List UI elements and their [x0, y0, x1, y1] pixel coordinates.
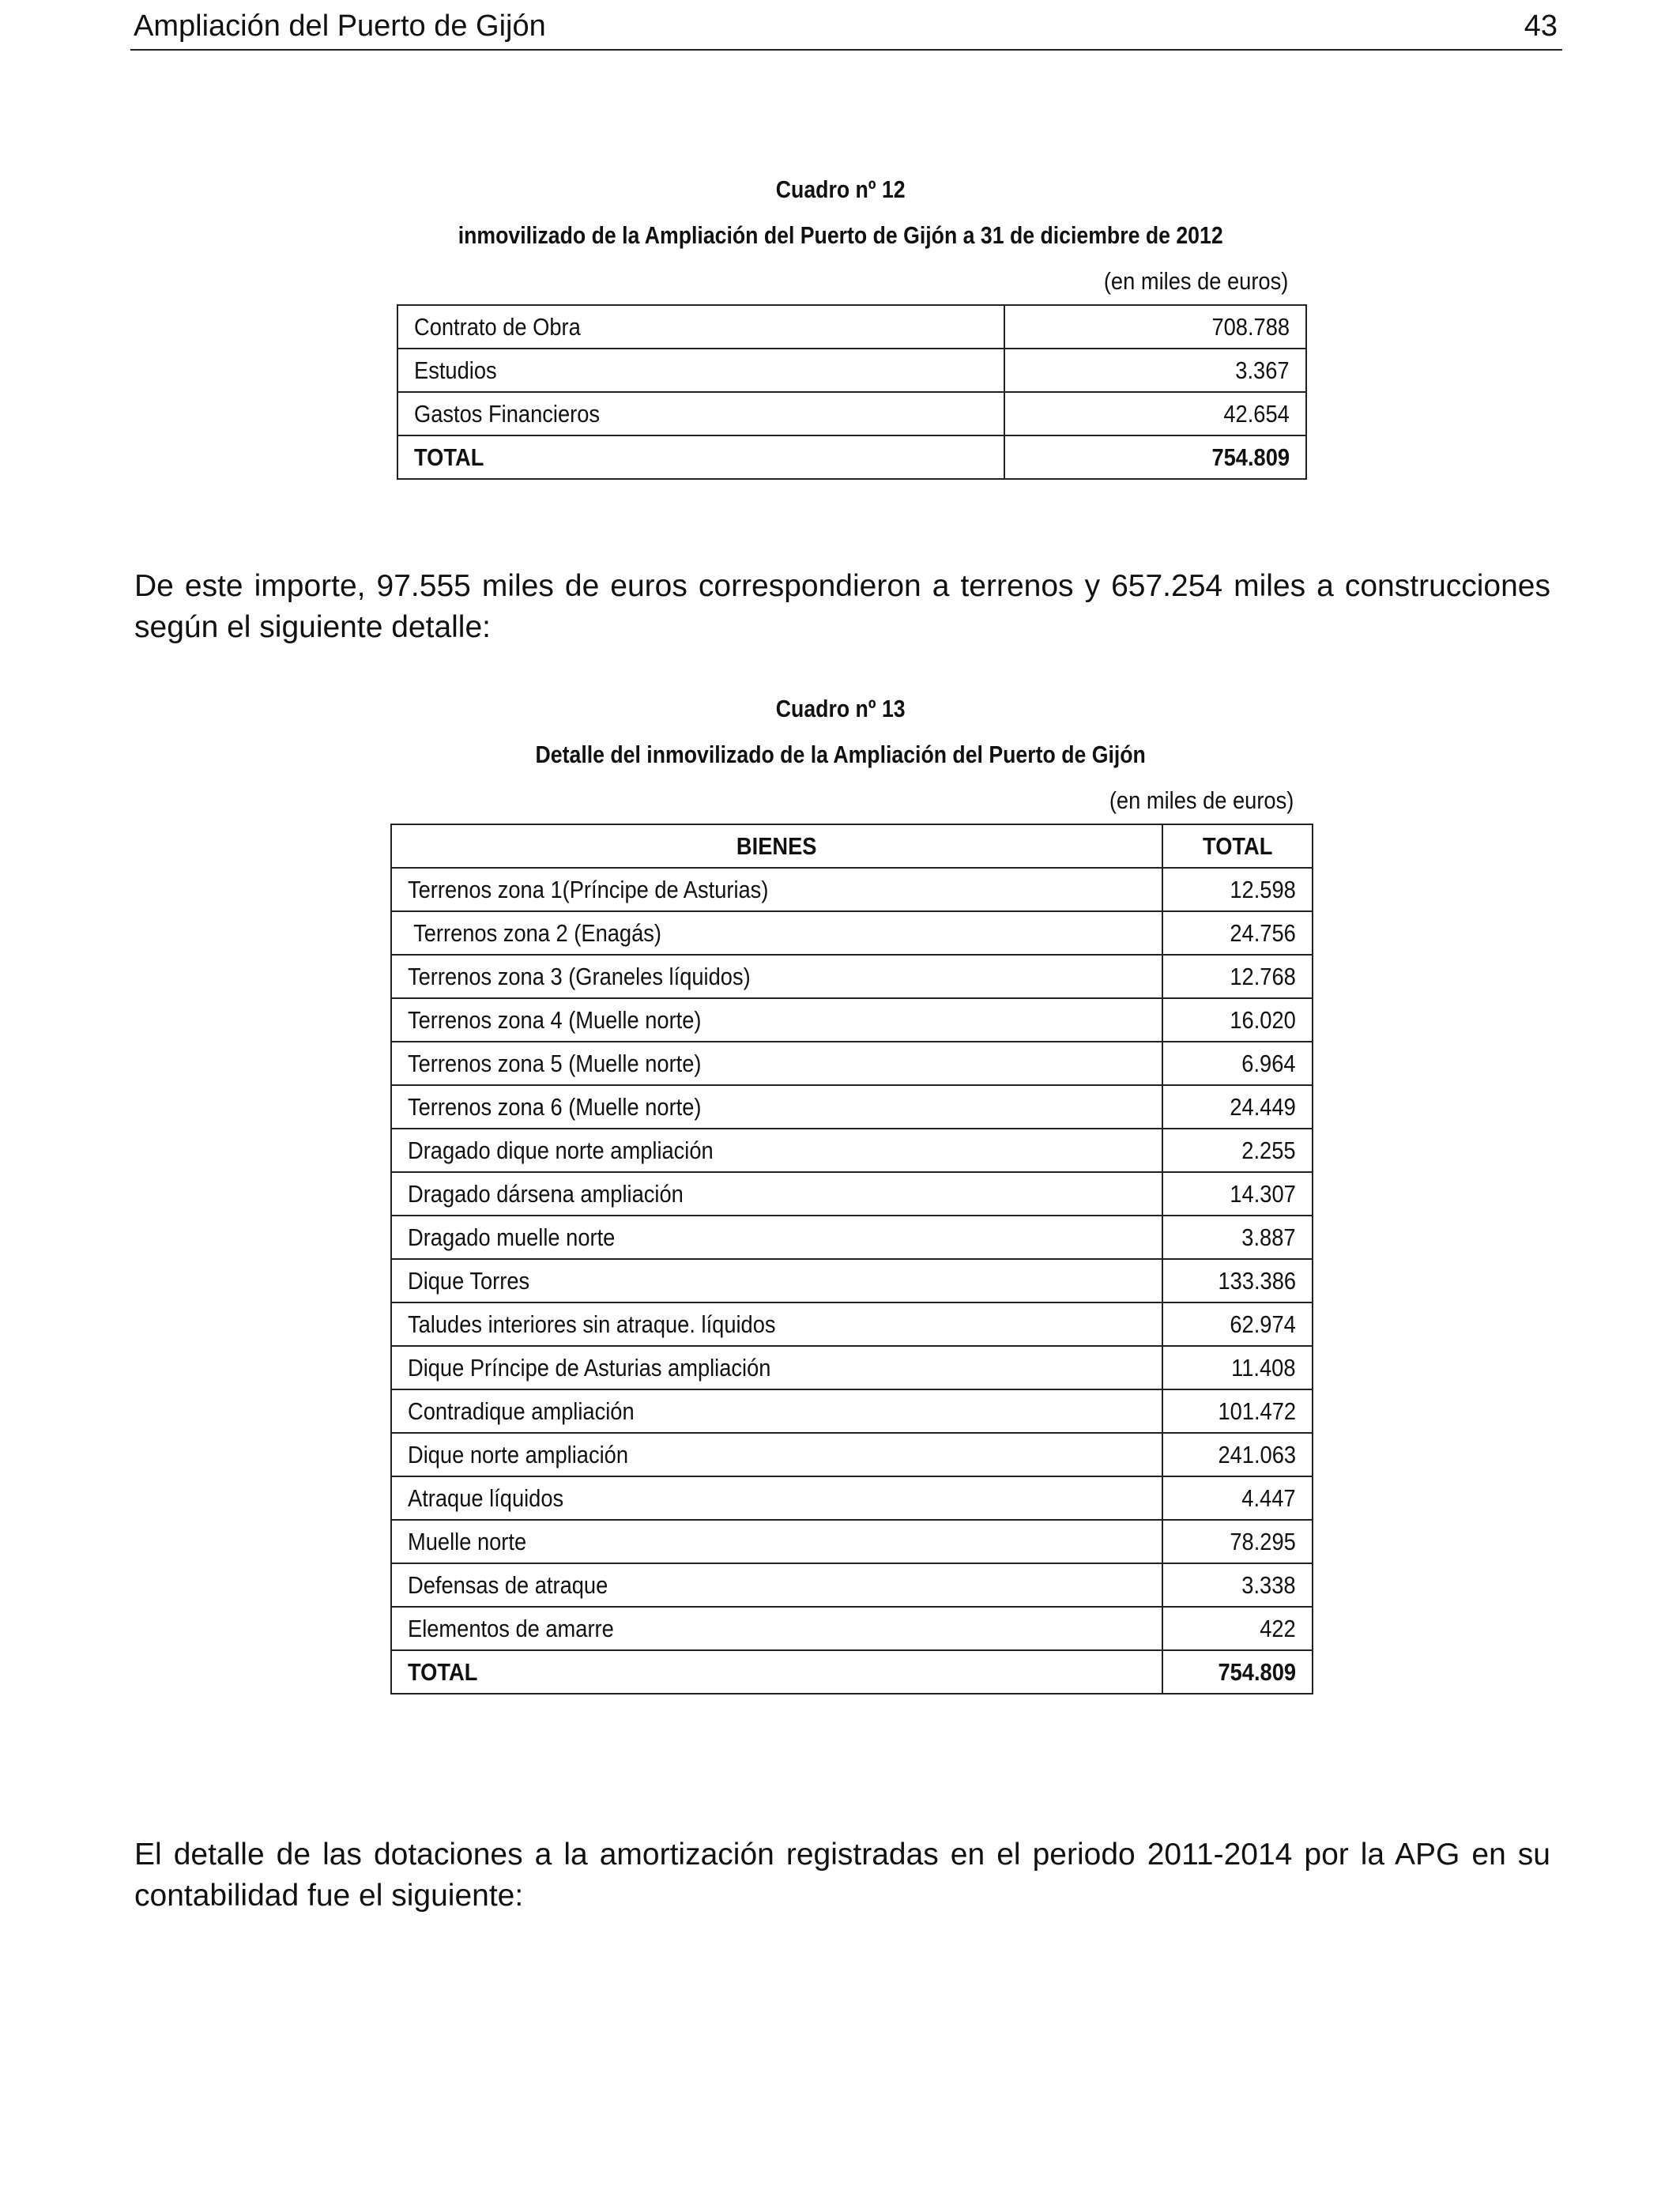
- table-row: [391, 1563, 1313, 1607]
- table-row: [391, 1172, 1313, 1216]
- table-row: [391, 1607, 1313, 1650]
- row-label: Terrenos zona 5 (Muelle norte): [391, 1042, 1162, 1085]
- cuadro-13-title: Detalle del inmovilizado de la Ampliación del Puerto de Gijón: [535, 741, 1146, 768]
- paragraph-2: El detalle de las dotaciones a la amortización registradas en el periodo 2011-2014 por la APG en su contabilidad fue el siguiente:: [134, 1838, 1550, 1913]
- row-value: 24.756: [1162, 911, 1313, 955]
- row-value: 4.447: [1162, 1476, 1313, 1520]
- row-value: 3.887: [1162, 1216, 1313, 1259]
- row-value: 133.386: [1162, 1259, 1313, 1302]
- row-value: 42.654: [1004, 392, 1306, 435]
- cuadro-12-body: [397, 305, 1306, 479]
- row-label: Terrenos zona 3 (Graneles líquidos): [391, 955, 1162, 998]
- cuadro-13-unit: (en miles de euros): [1109, 786, 1294, 814]
- table-row: [391, 1476, 1313, 1520]
- row-value: 6.964: [1162, 1042, 1313, 1085]
- cuadro-13-body: [391, 868, 1313, 1694]
- table-row: [391, 868, 1313, 911]
- total-label: TOTAL: [397, 435, 1004, 479]
- table-row: [391, 1129, 1313, 1172]
- row-value: 422: [1162, 1607, 1313, 1650]
- table-row: [391, 998, 1313, 1042]
- row-value: 14.307: [1162, 1172, 1313, 1216]
- page-number: 43: [1524, 9, 1558, 43]
- row-label: Terrenos zona 4 (Muelle norte): [391, 998, 1162, 1042]
- row-value: 78.295: [1162, 1520, 1313, 1563]
- row-label: Atraque líquidos: [391, 1476, 1162, 1520]
- table-row: [391, 1520, 1313, 1563]
- table-row: [397, 349, 1306, 392]
- table-row: [391, 955, 1313, 998]
- table-row: [391, 1302, 1313, 1346]
- cuadro-12-unit: (en miles de euros): [1103, 267, 1288, 295]
- row-label: Dique Torres: [391, 1259, 1162, 1302]
- column-header-total: TOTAL: [1162, 824, 1313, 868]
- row-label: Dique norte ampliación: [391, 1433, 1162, 1476]
- header-title: Ampliación del Puerto de Gijón: [134, 9, 546, 43]
- row-value: 708.788: [1004, 305, 1306, 349]
- page-header: [130, 5, 1562, 51]
- table-header-row: [391, 824, 1313, 868]
- row-value: 24.449: [1162, 1085, 1313, 1129]
- table-row: [391, 1216, 1313, 1259]
- row-label: Taludes interiores sin atraque. líquidos: [391, 1302, 1162, 1346]
- paragraph-1: De este importe, 97.555 miles de euros correspondieron a terrenos y 657.254 miles a construcciones según el siguiente detalle:: [134, 569, 1550, 644]
- row-label: Terrenos zona 1(Príncipe de Asturias): [391, 868, 1162, 911]
- row-value: 101.472: [1162, 1389, 1313, 1433]
- total-value: 754.809: [1004, 435, 1306, 479]
- total-value: 754.809: [1162, 1650, 1313, 1694]
- row-label: Dragado dique norte ampliación: [391, 1129, 1162, 1172]
- table-row: [391, 1042, 1313, 1085]
- total-row: [391, 1650, 1313, 1694]
- row-value: 3.338: [1162, 1563, 1313, 1607]
- table-row: [391, 1433, 1313, 1476]
- row-label: Dragado muelle norte: [391, 1216, 1162, 1259]
- row-label: Muelle norte: [391, 1520, 1162, 1563]
- cuadro-12-table: [397, 304, 1307, 480]
- cuadro-13-number: Cuadro nº 13: [775, 695, 906, 722]
- row-value: 241.063: [1162, 1433, 1313, 1476]
- table-row: [391, 1346, 1313, 1389]
- row-value: 3.367: [1004, 349, 1306, 392]
- row-value: 2.255: [1162, 1129, 1313, 1172]
- row-value: 16.020: [1162, 998, 1313, 1042]
- row-label: Estudios: [397, 349, 1004, 392]
- total-row: [397, 435, 1306, 479]
- row-label: Terrenos zona 6 (Muelle norte): [391, 1085, 1162, 1129]
- row-label: Defensas de atraque: [391, 1563, 1162, 1607]
- table-row: [391, 1085, 1313, 1129]
- row-value: 11.408: [1162, 1346, 1313, 1389]
- cuadro-12-number: Cuadro nº 12: [775, 175, 906, 203]
- table-row: [397, 305, 1306, 349]
- total-label: TOTAL: [391, 1650, 1162, 1694]
- column-header-bienes: BIENES: [391, 824, 1162, 868]
- table-row: [391, 1259, 1313, 1302]
- row-label: Dique Príncipe de Asturias ampliación: [391, 1346, 1162, 1389]
- row-label: Terrenos zona 2 (Enagás): [391, 911, 1162, 955]
- row-label: Gastos Financieros: [397, 392, 1004, 435]
- table-row: [391, 911, 1313, 955]
- cuadro-12-title: inmovilizado de la Ampliación del Puerto de Gijón a 31 de diciembre de 2012: [458, 221, 1223, 249]
- row-value: 12.768: [1162, 955, 1313, 998]
- table-row: [397, 392, 1306, 435]
- row-value: 62.974: [1162, 1302, 1313, 1346]
- row-label: Dragado dársena ampliación: [391, 1172, 1162, 1216]
- row-label: Contrato de Obra: [397, 305, 1004, 349]
- row-label: Contradique ampliación: [391, 1389, 1162, 1433]
- row-value: 12.598: [1162, 868, 1313, 911]
- row-label: Elementos de amarre: [391, 1607, 1162, 1650]
- cuadro-13-table: [390, 824, 1313, 1695]
- table-row: [391, 1389, 1313, 1433]
